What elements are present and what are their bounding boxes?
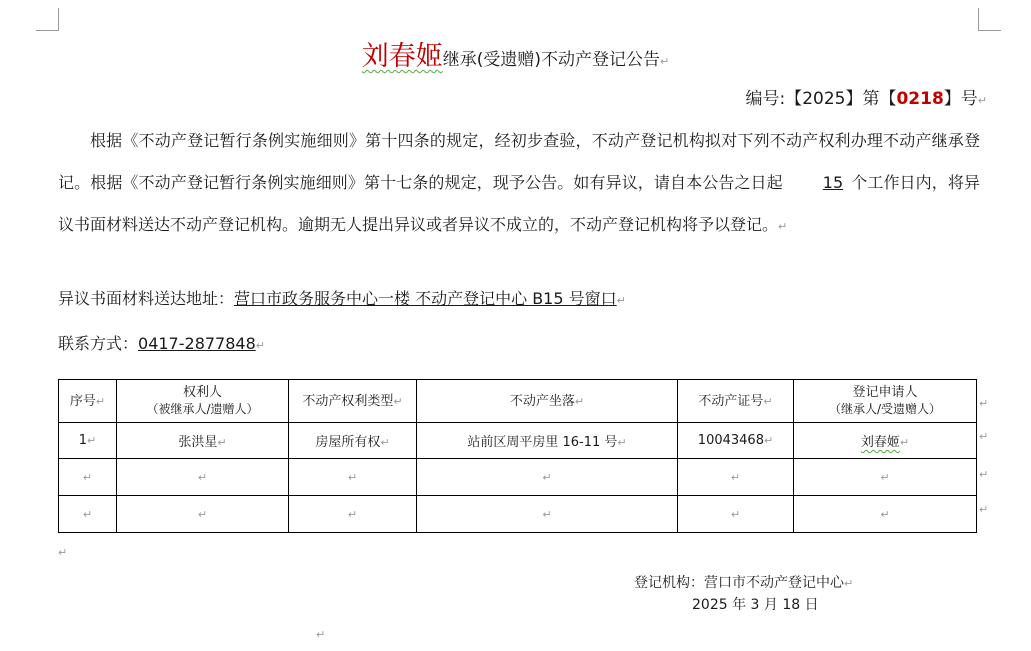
paragraph-mark-icon: ↵ xyxy=(763,434,774,447)
notice-title xyxy=(0,34,1031,73)
row-end-mark-icon: ↵ xyxy=(979,468,989,481)
paragraph-mark-icon: ↵ xyxy=(87,434,97,447)
paragraph-mark-icon: ↵ xyxy=(316,628,326,641)
table-cell xyxy=(289,496,417,533)
row-end-mark-icon: ↵ xyxy=(979,430,989,443)
header-sublabel: （继承人/受遗赠人） xyxy=(828,402,942,416)
paragraph-mark-icon: ↵ xyxy=(617,436,627,449)
paragraph-mark-icon: ↵ xyxy=(660,55,670,68)
table-cell xyxy=(794,496,977,533)
document-number xyxy=(745,84,987,109)
paragraph-mark-icon: ↵ xyxy=(880,470,890,484)
paragraph-text-b: 个工作日内，将异议书面材料送达不动产登记机构。逾期无人提出异议或者异议不成立的，不动产登记机构将予以登记。 xyxy=(58,173,980,234)
authority-label: 登记机构： xyxy=(634,575,704,591)
notice-date: 2025 年 3 月 18 日 xyxy=(692,597,819,613)
table-row xyxy=(59,459,977,496)
table-cell xyxy=(678,496,794,533)
paragraph-mark-icon: ↵ xyxy=(763,394,773,408)
header-applicant xyxy=(794,380,977,423)
address-value: 营口市政务服务中心一楼 不动产登记中心 B15 号窗口 xyxy=(234,289,617,308)
contact-info xyxy=(58,331,265,354)
table-cell xyxy=(289,423,417,459)
table-cell xyxy=(117,423,289,459)
paragraph-mark-icon: ↵ xyxy=(347,507,358,521)
header-sublabel: （被继承人/遗赠人） xyxy=(146,402,259,416)
authority-value: 营口市不动产登记中心 xyxy=(704,575,844,591)
paragraph-mark-icon: ↵ xyxy=(347,470,358,484)
row-end-mark-icon: ↵ xyxy=(979,503,989,516)
title-text: 继承(受遗赠)不动产登记公告 xyxy=(442,50,661,70)
registration-authority xyxy=(634,572,853,592)
paragraph-mark-icon: ↵ xyxy=(616,294,626,307)
table-cell xyxy=(59,496,117,533)
paragraph-mark-icon: ↵ xyxy=(380,436,390,449)
header-label: 不动产证号 xyxy=(698,393,764,409)
table-cell xyxy=(678,459,794,496)
objection-days: 15 xyxy=(822,173,844,192)
paragraph-mark-icon: ↵ xyxy=(58,546,68,559)
header-serial xyxy=(59,380,117,423)
paragraph-mark-icon: ↵ xyxy=(393,394,403,408)
property-table xyxy=(58,379,977,533)
paragraph-mark-icon: ↵ xyxy=(574,394,585,408)
paragraph-mark-icon: ↵ xyxy=(542,470,552,484)
docno-year: 2025 xyxy=(802,89,846,109)
table-cell xyxy=(417,496,678,533)
cell-location: 站前区周平房里 16-11 号 xyxy=(467,435,618,450)
address-label: 异议书面材料送达地址： xyxy=(58,289,235,308)
table-cell xyxy=(59,459,117,496)
header-certificate-no xyxy=(678,380,794,423)
paragraph-mark-icon: ↵ xyxy=(844,577,854,590)
paragraph-mark-icon: ↵ xyxy=(217,436,227,449)
table-cell xyxy=(417,459,678,496)
paragraph-mark-icon: ↵ xyxy=(197,507,208,521)
table-cell xyxy=(59,423,117,459)
paragraph-mark-icon: ↵ xyxy=(95,394,106,408)
header-label: 不动产权利类型 xyxy=(302,393,394,409)
cell-right-holder: 张洪星 xyxy=(178,435,218,450)
table-header-row xyxy=(59,380,977,423)
paragraph-text-a: 根据《不动产登记暂行条例实施细则》第十四条的规定，经初步查验，不动产登记机构拟对下列不动产权利办理不动产继承登记。根据《不动产登记暂行条例实施细则》第十七条的规定，现予公告。如有异议，请自本公告之日起 xyxy=(58,131,980,192)
table-row xyxy=(59,423,977,459)
paragraph-mark-icon: ↵ xyxy=(977,94,987,107)
docno-number: 0218 xyxy=(896,89,944,109)
docno-prefix: 编号:【 xyxy=(745,89,803,109)
paragraph-mark-icon: ↵ xyxy=(82,507,93,521)
header-label: 权利人 xyxy=(182,385,222,400)
paragraph-mark-icon: ↵ xyxy=(542,507,552,521)
header-location xyxy=(417,380,678,423)
applicant-name: 刘春姬 xyxy=(361,41,443,72)
paragraph-mark-icon: ↵ xyxy=(880,507,890,521)
paragraph-mark-icon: ↵ xyxy=(730,507,741,521)
table-cell xyxy=(117,496,289,533)
objection-address xyxy=(58,286,626,309)
paragraph-mark-icon: ↵ xyxy=(82,470,93,484)
table-cell xyxy=(794,459,977,496)
cell-certificate-no: 10043468 xyxy=(697,433,764,448)
docno-mid: 】第【 xyxy=(845,89,897,109)
table-cell xyxy=(289,459,417,496)
paragraph-mark-icon: ↵ xyxy=(255,339,265,352)
paragraph-mark-icon: ↵ xyxy=(778,220,788,233)
header-label: 序号 xyxy=(69,393,96,409)
table-cell xyxy=(678,423,794,459)
crop-mark-top-right xyxy=(978,8,1001,31)
table-row xyxy=(59,496,977,533)
header-label: 登记申请人 xyxy=(852,385,918,400)
row-end-mark-icon: ↵ xyxy=(979,397,989,410)
cell-serial: 1 xyxy=(78,433,88,448)
paragraph-mark-icon: ↵ xyxy=(730,470,741,484)
paragraph-mark-icon: ↵ xyxy=(899,436,910,449)
cell-applicant: 刘春姬 xyxy=(860,435,900,450)
notice-body xyxy=(58,120,980,248)
header-right-type xyxy=(289,380,417,423)
table-cell xyxy=(117,459,289,496)
contact-value: 0417-2877848 xyxy=(138,334,256,353)
notice-paragraph xyxy=(58,120,980,248)
header-right-holder xyxy=(117,380,289,423)
docno-suffix: 】号 xyxy=(943,89,978,109)
table-cell xyxy=(417,423,678,459)
crop-mark-top-left xyxy=(36,8,59,31)
paragraph-mark-icon: ↵ xyxy=(197,470,208,484)
table-cell xyxy=(794,423,977,459)
cell-right-type: 房屋所有权 xyxy=(315,435,381,450)
header-label: 不动产坐落 xyxy=(509,393,575,409)
contact-label: 联系方式： xyxy=(58,334,139,353)
